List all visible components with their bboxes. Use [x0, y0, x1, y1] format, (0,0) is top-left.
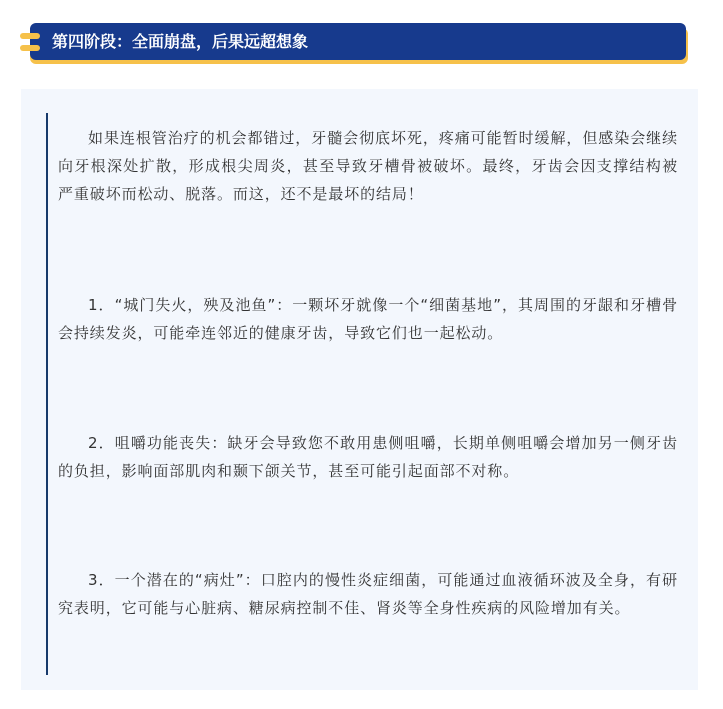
section-header [30, 23, 686, 60]
paragraph-point-3: 3．一个潜在的“病灶”：口腔内的慢性炎症细菌，可能通过血液循环波及全身，有研究表明，它可能与心脏病、糖尿病控制不佳、肾炎等全身性疾病的风险增加有关。 [58, 571, 678, 617]
section-title: 第四阶段：全面崩盘，后果远超想象 [52, 32, 309, 51]
paragraph-point-2: 2．咀嚼功能丧失：缺牙会导致您不敢用患侧咀嚼，长期单侧咀嚼会增加另一侧牙齿的负担，影响面部肌肉和颞下颌关节，甚至可能引起面部不对称。 [58, 434, 678, 480]
header-tab-decoration [20, 33, 40, 39]
header-tab-decoration [20, 45, 40, 51]
paragraph-point-1: 1．“城门失火，殃及池鱼”：一颗坏牙就像一个“细菌基地”，其周围的牙龈和牙槽骨会持续发炎，可能牵连邻近的健康牙齿，导致它们也一起松动。 [58, 296, 678, 342]
paragraph-intro: 如果连根管治疗的机会都错过，牙髓会彻底坏死，疼痛可能暂时缓解，但感染会继续向牙根深处扩散，形成根尖周炎，甚至导致牙槽骨被破坏。最终，牙齿会因支撑结构被严重破坏而松动、脱落。而这，还不是最坏的结局！ [58, 129, 678, 203]
card-left-rule [46, 113, 48, 675]
